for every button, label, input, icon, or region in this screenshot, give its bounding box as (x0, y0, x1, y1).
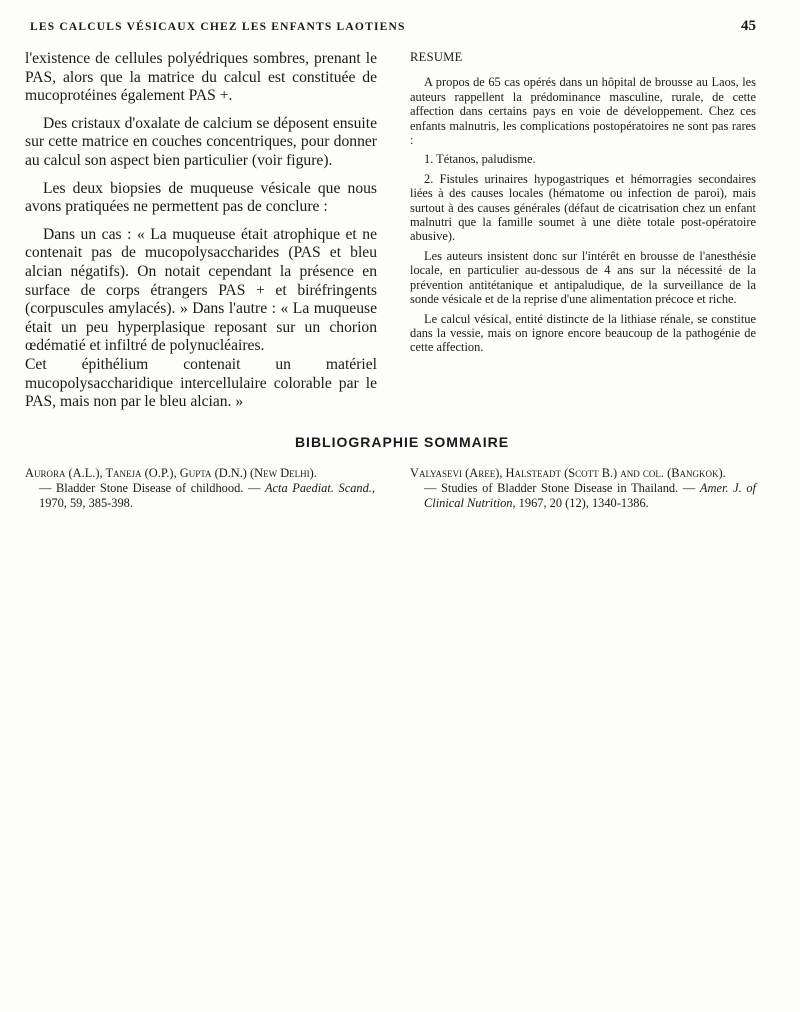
running-header (30, 18, 756, 35)
paragraph: Dans un cas : « La muqueuse était atrophique et ne contenait pas de mucopolysaccharides (PAS et bleu alcian négatifs). On notait cependant la présence en surface de corps étrangers PAS + et biréfringents (corpuscules amylacés). » Dans l'autre : « La muqueuse était un peu hyperplasique reposant sur un chorion œdématié et infiltré de polynucléaires. (25, 225, 377, 355)
reference-details: 1967, 20 (12), 1340-1386. (518, 496, 649, 510)
paragraph: Des cristaux d'oxalate de calcium se déposent ensuite sur cette matrice en couches concentriques, pour donner au calcul son aspect bien particulier (voir figure). (25, 114, 377, 169)
reference-authors: Aurora (A.L.), Taneja (O.P.), Gupta (D.N.) (New Delhi). (25, 466, 317, 480)
resume-paragraph: 2. Fistules urinaires hypogastriques et hémorragies secondaires liées à des causes locales (hématome ou infection de paroi), mais surtout à des causes générales (défaut de cicatrisation chez un enfant malnutri que la famille soumet à une diète totale post-opératoire abusive). (410, 171, 756, 244)
reference-entry (25, 466, 375, 511)
page-number: 45 (741, 18, 756, 34)
resume-paragraph: Les auteurs insistent donc sur l'intérêt en brousse de l'anesthésie locale, en particulier au-dessous de 4 ans sur la nécessité de la prévention antitétanique et antipaludique, de la surveillance de la sonde vésicale et de la reprise d'une alimentation précoce et riche. (410, 248, 756, 307)
resume-paragraph: Le calcul vésical, entité distincte de la lithiase rénale, se constitue dans la vessie, mais on ignore encore beaucoup de la pathogénie de cette affection. (410, 311, 756, 355)
left-column (25, 50, 377, 412)
reference-details: 1970, 59, 385-398. (39, 496, 133, 510)
bibliography-title: BIBLIOGRAPHIE SOMMAIRE (294, 434, 510, 450)
reference-title: — Bladder Stone Disease of childhood. — (39, 481, 261, 495)
resume-column (410, 50, 756, 355)
resume-paragraph: 1. Tétanos, paludisme. (424, 152, 536, 167)
reference-title: — Studies of Bladder Stone Disease in Thailand. — (424, 481, 696, 495)
reference-journal: Acta Paediat. Scand., (264, 481, 375, 495)
resume-heading: RESUME (410, 50, 463, 64)
paragraph: Cet épithélium contenait un matériel mucopolysaccharidique intercellulaire colorable par le PAS, mais non par le bleu alcian. » (25, 355, 377, 411)
reference-authors: Valyasevi (Aree), Halsteadt (Scott B.) and col. (Bangkok). (410, 466, 726, 480)
resume-paragraph: A propos de 65 cas opérés dans un hôpital de brousse au Laos, les auteurs rappellent la prédominance masculine, rurale, de cette affection dans certains pays en voie de développement. Chez ces enfants malnutris, les complications postopératoires ne sont pas rares : (410, 75, 756, 148)
running-title: LES CALCULS VÉSICAUX CHEZ LES ENFANTS LAOTIENS (30, 21, 406, 33)
paragraph: l'existence de cellules polyédriques sombres, prenant le PAS, alors que la matrice du calcul est constituée de mucoprotéines également PAS +. (25, 50, 377, 105)
reference-entry (410, 466, 756, 511)
paragraph: Les deux biopsies de muqueuse vésicale que nous avons pratiquées ne permettent pas de conclure : (25, 179, 377, 216)
reference-journal: Amer. J. of Clinical Nutrition, (424, 481, 757, 510)
